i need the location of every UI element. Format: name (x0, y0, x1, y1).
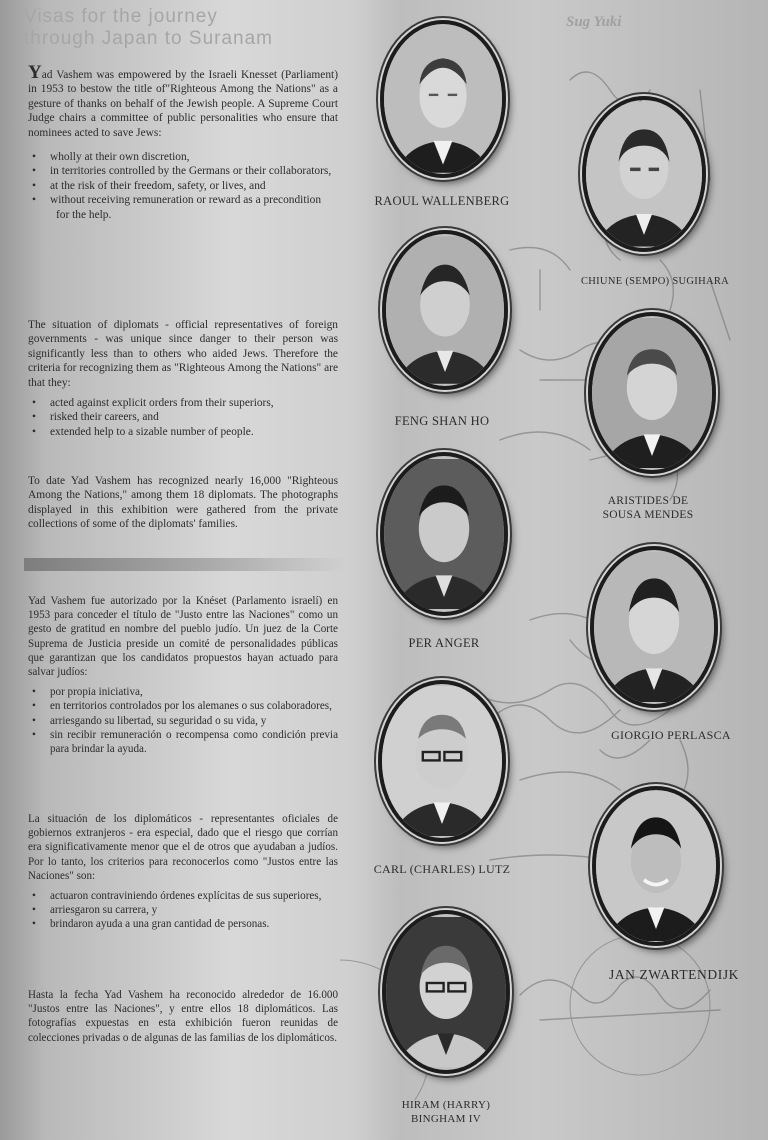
faded-signature: Sug Yuki (566, 14, 622, 30)
english-diplomats-text: The situation of diplomats - official representatives of foreign governments - was unique since danger to their person was significantly less than to others who aided Jews. Therefore the criteria for recognizing them as "Righteous Among the Nations" are that they: (28, 319, 338, 389)
intro-text: ad Vashem was empowered by the Israeli Knesset (Parliament) in 1953 to bestow the title of"Righteous Among the Nations" as a gesture of thanks on behalf of the Jewish people. A Supreme Court Judge chairs a committee of public personalities who ensure that nominees acted to save Jews: (28, 69, 338, 139)
list-item: • risked their careers, and (28, 410, 338, 424)
list-item: • in territories controlled by the Germans or their collaborators, (28, 164, 338, 178)
list-item: • brindaron ayuda a una gran cantidad de personas. (28, 917, 338, 931)
conditions-tail: for the help. (56, 208, 112, 221)
gradient-divider (24, 558, 346, 571)
english-intro (28, 62, 338, 140)
caption-bingham-line2: BINGHAM IV (411, 1113, 481, 1125)
portrait-photo-mendes (588, 312, 716, 474)
portrait-photo-bingham (382, 910, 510, 1074)
caption-bingham-line1: HIRAM (HARRY) (401, 1099, 491, 1111)
list-item: • sin recibir remuneración o recompensa como condición previa para brindar la ayuda. (28, 728, 338, 756)
caption-zwartendijk: JAN ZWARTENDIJK (608, 967, 740, 982)
list-item: • arriesgando su libertad, su seguridad o su vida, y (28, 714, 338, 728)
portrait-photo-zwartendijk (592, 786, 720, 946)
spanish-to-date-block (28, 988, 338, 1051)
list-item: • actuaron contraviniendo órdenes explícitas de sus superiores, (28, 889, 338, 903)
caption-ho: FENG SHAN HO (394, 414, 490, 428)
faded-header-title (24, 6, 344, 50)
caption-mendes-line1: ARISTIDES DE (607, 495, 689, 507)
portrait-photo-ho (382, 230, 508, 390)
portrait-photo-wallenberg (380, 20, 506, 178)
list-item: • wholly at their own discretion, (28, 150, 338, 164)
caption-sugihara: CHIUNE (SEMPO) SUGIHARA (580, 276, 730, 287)
caption-mendes-line2: SOUSA MENDES (602, 509, 694, 521)
intro-dropcap: Y (28, 62, 42, 83)
list-item: • acted against explicit orders from their superiors, (28, 396, 338, 410)
list-item: • en territorios controlados por los alemanes o sus colaboradores, (28, 699, 338, 713)
english-to-date-text: To date Yad Vashem has recognized nearly 16,000 "Righteous Among the Nations," among them 18 diplomats. The photographs displayed in this exhibition were gathered from the private collections of some of the diplomats' families. (28, 475, 338, 531)
caption-bingham (378, 1098, 514, 1126)
english-diplomats-block (28, 318, 338, 439)
portrait-photo-anger (380, 452, 508, 616)
caption-anger: PER ANGER (408, 636, 480, 650)
english-to-date-block (28, 474, 338, 538)
list-item: • extended help to a sizable number of people. (28, 425, 338, 439)
spanish-diplomats-block (28, 812, 338, 932)
english-text-block (28, 62, 338, 222)
list-item: • por propia iniciativa, (28, 685, 338, 699)
spanish-diplomats-text: La situación de los diplomáticos - representantes oficiales de gobiernos extranjeros - era especial, dado que el riesgo que corrían era significativamente menor que el de otros que ayudaban a judíos. Por lo tanto, los criterios para reconocerlos como "Justos entre las Naciones" son: (28, 813, 338, 882)
caption-lutz: CARL (CHARLES) LUTZ (373, 862, 511, 876)
caption-mendes (578, 494, 718, 522)
spanish-text-block (28, 594, 338, 756)
faded-header-line1: Visas for the journey (24, 6, 218, 27)
portrait-photo-lutz (378, 680, 506, 842)
faded-header-line2: through Japan to Suranam (24, 28, 273, 49)
list-item: • without receiving remuneration or reward as a precondition (28, 193, 338, 207)
caption-wallenberg: RAOUL WALLENBERG (374, 194, 510, 208)
spanish-criteria-list (28, 889, 338, 932)
english-conditions-list (28, 150, 338, 208)
list-item: • arriesgaron su carrera, y (28, 903, 338, 917)
portrait-photo-sugihara (582, 96, 706, 252)
spanish-to-date-text: Hasta la fecha Yad Vashem ha reconocido alrededor de 16.000 "Justos entre las Naciones", y entre ellos 18 diplomáticos. Las fotografías expuestas en esta exhibición fueron reunidas de colecciones privadas o de algunas de las familias de los diplomáticos. (28, 989, 338, 1044)
list-item: • at the risk of their freedom, safety, or lives, and (28, 179, 338, 193)
portrait-photo-perlasca (590, 546, 718, 708)
english-criteria-list (28, 396, 338, 439)
spanish-conditions-list (28, 685, 338, 756)
caption-perlasca: GIORGIO PERLASCA (611, 728, 731, 742)
spanish-intro: Yad Vashem fue autorizado por la Knéset (Parlamento israelí) en 1953 para conceder el título de "Justo entre las Naciones" como un gesto de gratitud en nombre del pueblo judío. Un juez de la Corte Suprema de Justicia preside un comité de personalidades públicas que garantizan que los candidatos propuestos hayan actuado para salvar judíos: (28, 595, 338, 679)
